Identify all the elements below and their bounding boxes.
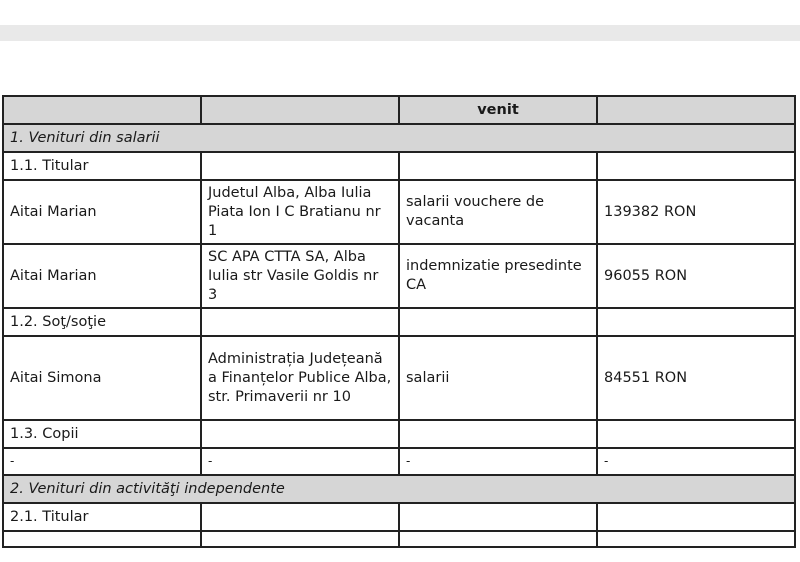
empty-cell [399,531,597,547]
income-service: salarii [399,336,597,420]
header-cell-venit: venit [399,96,597,124]
empty-cell [201,152,399,180]
empty-cell [201,531,399,547]
empty-cell [201,503,399,531]
dash-cell: - [3,448,201,475]
holder-name: Aitai Marian [3,180,201,244]
empty-cell [597,531,795,547]
empty-cell [399,503,597,531]
section-title: 2. Venituri din activităţi independente [3,475,795,503]
dash-cell: - [597,448,795,475]
subsection-row [3,503,795,531]
income-service: salarii vouchere de vacanta [399,180,597,244]
income-table [2,95,796,548]
table-row [3,531,795,547]
subsection-label: 1.2. Soţ/soţie [3,308,201,336]
table-row [3,336,795,420]
empty-cell [201,308,399,336]
empty-cell [597,308,795,336]
holder-name: Aitai Marian [3,244,201,308]
empty-cell [399,420,597,448]
income-amount: 139382 RON [597,180,795,244]
empty-cell [399,308,597,336]
income-amount: 84551 RON [597,336,795,420]
holder-name: Aitai Simona [3,336,201,420]
empty-cell [597,420,795,448]
empty-cell [597,503,795,531]
empty-cell [201,420,399,448]
dash-cell: - [399,448,597,475]
table-row [3,244,795,308]
table-row [3,180,795,244]
top-bar [0,25,800,41]
subsection-label: 1.1. Titular [3,152,201,180]
subsection-label: 1.3. Copii [3,420,201,448]
section-activitati-independente [3,475,795,503]
subsection-row [3,308,795,336]
subsection-row [3,420,795,448]
header-cell-1 [3,96,201,124]
empty-cell [399,152,597,180]
subsection-label: 2.1. Titular [3,503,201,531]
income-source: SC APA CTTA SA, Alba Iulia str Vasile Goldis nr 3 [201,244,399,308]
dash-cell: - [201,448,399,475]
income-source: Judetul Alba, Alba Iulia Piata Ion I C Bratianu nr 1 [201,180,399,244]
section-title: 1. Venituri din salarii [3,124,795,152]
income-service: indemnizatie presedinte CA [399,244,597,308]
header-cell-4 [597,96,795,124]
empty-entry-row [3,448,795,475]
empty-cell [3,531,201,547]
section-salarii [3,124,795,152]
subsection-row [3,152,795,180]
table-header-row [3,96,795,124]
income-amount: 96055 RON [597,244,795,308]
header-cell-2 [201,96,399,124]
empty-cell [597,152,795,180]
income-source: Administrația Județeană a Finanțelor Publice Alba, str. Primaverii nr 10 [201,336,399,420]
